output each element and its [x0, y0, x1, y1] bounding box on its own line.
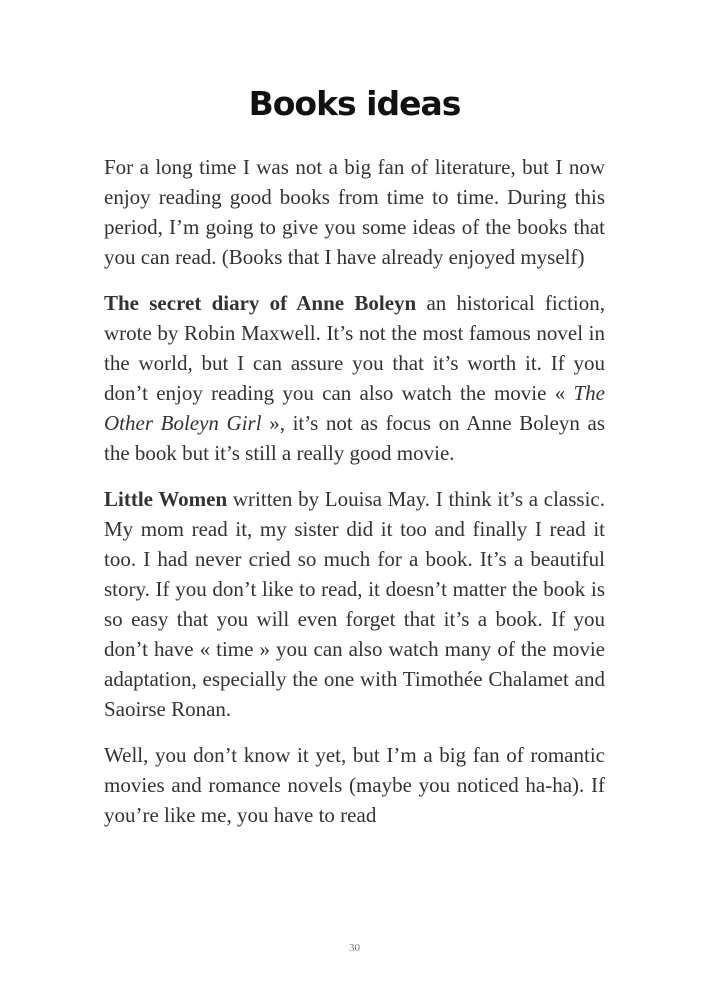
book-title-boleyn: The secret diary of Anne Boleyn	[104, 291, 417, 315]
boleyn-paragraph	[104, 288, 605, 468]
book-title-little-women: Little Women	[104, 487, 228, 511]
little-women-text: written by Louisa May. I think it’s a classic. My mom read it, my sister did it too and finally I read it too. I had never cried so much for a book. It’s a beautiful story. If you don’t like to read, it doesn’t matter the book is so easy that you will even forget that it’s a book. If you don’t have « time » you can also watch many of the movie adaptation, especially the one with Timothée Chalamet and Saoirse Ronan.	[104, 487, 605, 721]
page-title: Books ideas	[248, 84, 461, 123]
boleyn-text-a: an historical fiction, wrote by Robin Maxwell. It’s not the most famous novel in the world, but I can assure you that it’s worth it. If you don’t enjoy reading you can also watch the movie «	[104, 291, 605, 405]
romance-paragraph: Well, you don’t know it yet, but I’m a big fan of romantic movies and romance novels (maybe you noticed ha-ha). If you’re like me, you have to read	[104, 743, 605, 827]
movie-title-other-boleyn-girl: The Other Boleyn Girl	[104, 381, 605, 435]
page-number: 30	[349, 942, 360, 954]
intro-paragraph: For a long time I was not a big fan of literature, but I now enjoy reading good books from time to time. During this period, I’m going to give you some ideas of the books that you can read. (Books that I have already enjoyed myself)	[104, 155, 605, 269]
body-text	[104, 152, 605, 846]
little-women-paragraph	[104, 484, 605, 724]
boleyn-text-b: », it’s not as focus on Anne Boleyn as the book but it’s still a really good movie.	[104, 411, 605, 465]
